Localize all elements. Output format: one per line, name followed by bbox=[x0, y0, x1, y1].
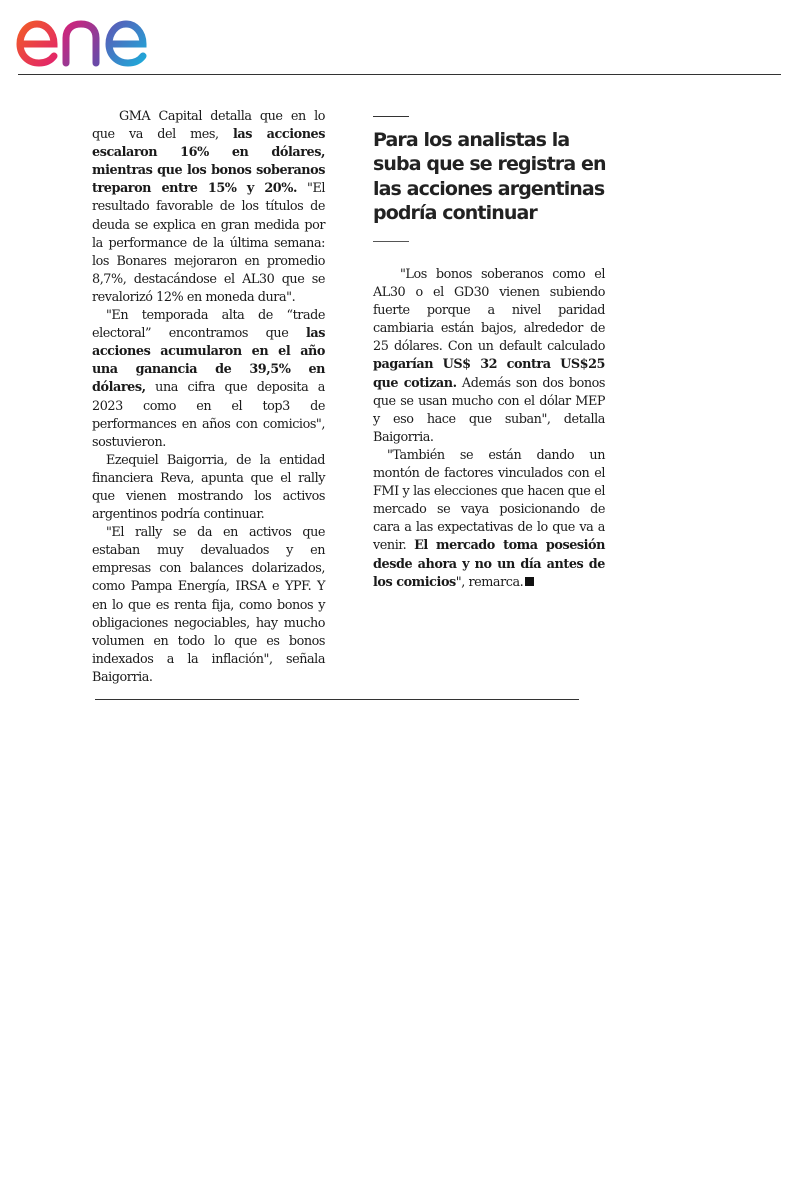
end-of-article-square-icon bbox=[525, 577, 534, 586]
paragraph: Ezequiel Baigorria, de la entidad financiera Reva, apunta que el rally que vienen mostrando los activos argentinos podría continuar. bbox=[92, 452, 325, 523]
enel-logo-mark bbox=[16, 4, 181, 68]
article-headline: Para los analistas la suba que se registra en las acciones argentinas podría continuar bbox=[373, 129, 606, 224]
article-left-column bbox=[92, 108, 325, 687]
article-right-column bbox=[373, 266, 605, 592]
enel-logo bbox=[16, 4, 181, 68]
headline-rule-bottom bbox=[373, 241, 409, 242]
paragraph: "En temporada alta de “trade electoral” encontramos que las acciones acumularon en el año una ganancia de 39,5% en dólares, una cifra que deposita a 2023 como en el top3 de performances en años con comicios", sostuvieron. bbox=[92, 308, 325, 450]
paragraph: "El rally se da en activos que estaban muy devaluados y en empresas con balances dolarizados, como Pampa Energía, IRSA e YPF. Y en lo que es renta fija, como bonos y obligaciones negociables, hay mucho volumen en todo lo que es bonos indexados a la inflación", señala Baigorria. bbox=[92, 525, 325, 685]
paragraph: "Los bonos soberanos como el AL30 o el GD30 vienen subiendo fuerte porque a nivel paridad cambiaria están bajos, alrededor de 25 dólares. Con un default calculado pagarían US$ 32 contra US$25 que cotizan. Además son dos bonos que se usan mucho con el dólar MEP y eso hace que suban", detalla Baigorria. bbox=[373, 267, 606, 445]
headline-rule-top bbox=[373, 116, 409, 117]
paragraph: GMA Capital detalla que en lo que va del mes, las acciones escalaron 16% en dólares, mientras que los bonos soberanos treparon entre 15% y 20%. "El resultado favorable de los títulos de deuda se explica en gran medida por la performance de la última semana: los Bonares mejoraron en promedio 8,7%, destacándose el AL30 que se revalorizó 12% en moneda dura". bbox=[92, 109, 325, 305]
paragraph: "También se están dando un montón de factores vinculados con el FMI y las elecciones que hacen que el mercado se vaya posicionando de cara a las expectativas de lo que va a venir. El mercado toma posesión desde ahora y no un día antes de los comicios", remarca. bbox=[373, 447, 605, 590]
header-divider bbox=[18, 74, 781, 75]
footer-divider bbox=[95, 699, 579, 700]
